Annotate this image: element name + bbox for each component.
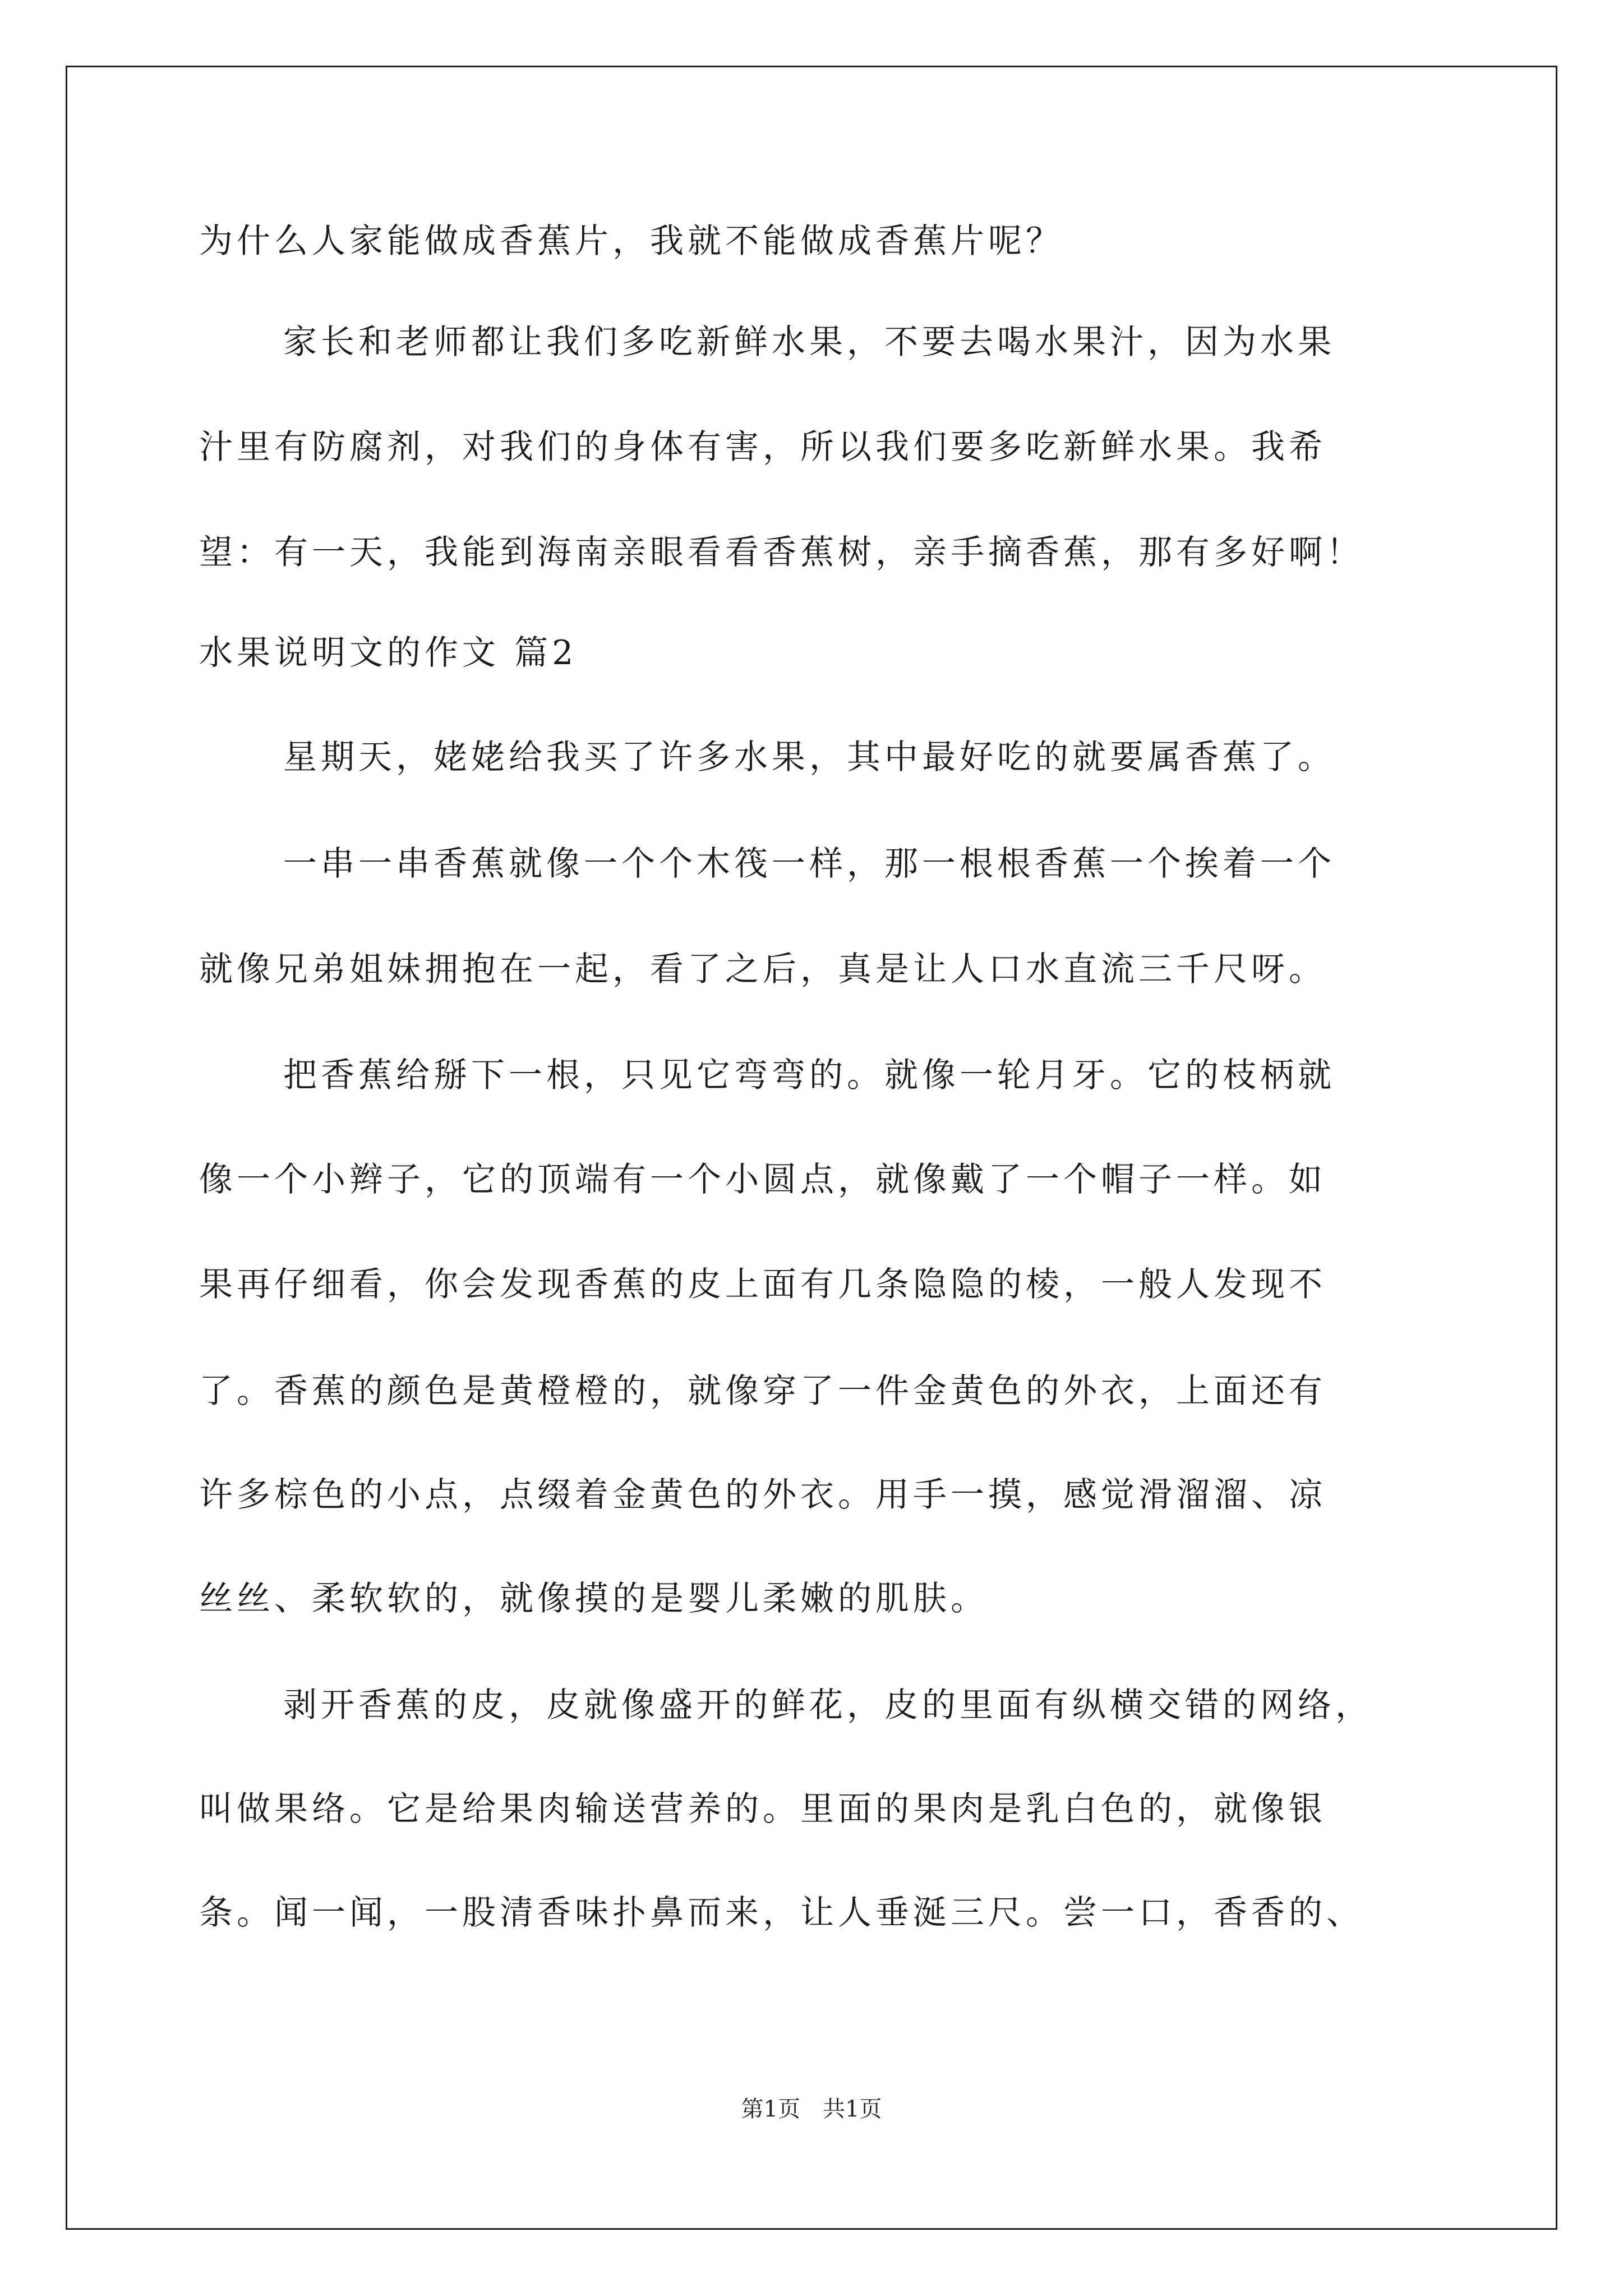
text-line-15: 剥开香蕉的皮，皮就像盛开的鲜花，皮的里面有纵横交错的网络， [283, 1686, 1373, 1725]
text-line-3: 汁里有防腐剂，对我们的身体有害，所以我们要多吃新鲜水果。我希 [199, 427, 1326, 467]
text-line-4: 望：有一天，我能到海南亲眼看看香蕉树，亲手摘香蕉，那有多好啊！ [199, 533, 1364, 572]
text-line-10: 像一个小辫子，它的顶端有一个小圆点，就像戴了一个帽子一样。如 [199, 1160, 1326, 1199]
section-heading: 水果说明文的作文 篇2 [199, 633, 578, 673]
text-line-12: 了。香蕉的颜色是黄橙橙的，就像穿了一件金黄色的外衣，上面还有 [199, 1372, 1326, 1411]
page-number: 第1页 共1页 [741, 2096, 882, 2122]
text-line-7: 一串一串香蕉就像一个个木筏一样，那一根根香蕉一个挨着一个 [283, 844, 1335, 884]
text-line-17: 条。闻一闻，一股清香味扑鼻而来，让人垂涎三尺。尝一口，香香的、 [199, 1893, 1364, 1932]
text-line-13: 许多棕色的小点，点缀着金黄色的外衣。用手一摸，感觉滑溜溜、凉 [199, 1475, 1326, 1515]
text-line-9: 把香蕉给掰下一根，只见它弯弯的。就像一轮月牙。它的枝柄就 [283, 1056, 1335, 1095]
text-line-1: 为什么人家能做成香蕉片，我就不能做成香蕉片呢？ [199, 222, 1063, 261]
text-line-16: 叫做果络。它是给果肉输送营养的。里面的果肉是乳白色的，就像银 [199, 1789, 1326, 1829]
text-line-2: 家长和老师都让我们多吃新鲜水果，不要去喝水果汁，因为水果 [283, 323, 1335, 362]
text-line-6: 星期天，姥姥给我买了许多水果，其中最好吃的就要属香蕉了。 [283, 738, 1335, 777]
text-line-8: 就像兄弟姐妹拥抱在一起，看了之后，真是让人口水直流三千尺呀。 [199, 950, 1326, 989]
text-line-14: 丝丝、柔软软的，就像摸的是婴儿柔嫩的肌肤。 [199, 1579, 988, 1618]
text-line-11: 果再仔细看，你会发现香蕉的皮上面有几条隐隐的棱，一般人发现不 [199, 1265, 1326, 1304]
